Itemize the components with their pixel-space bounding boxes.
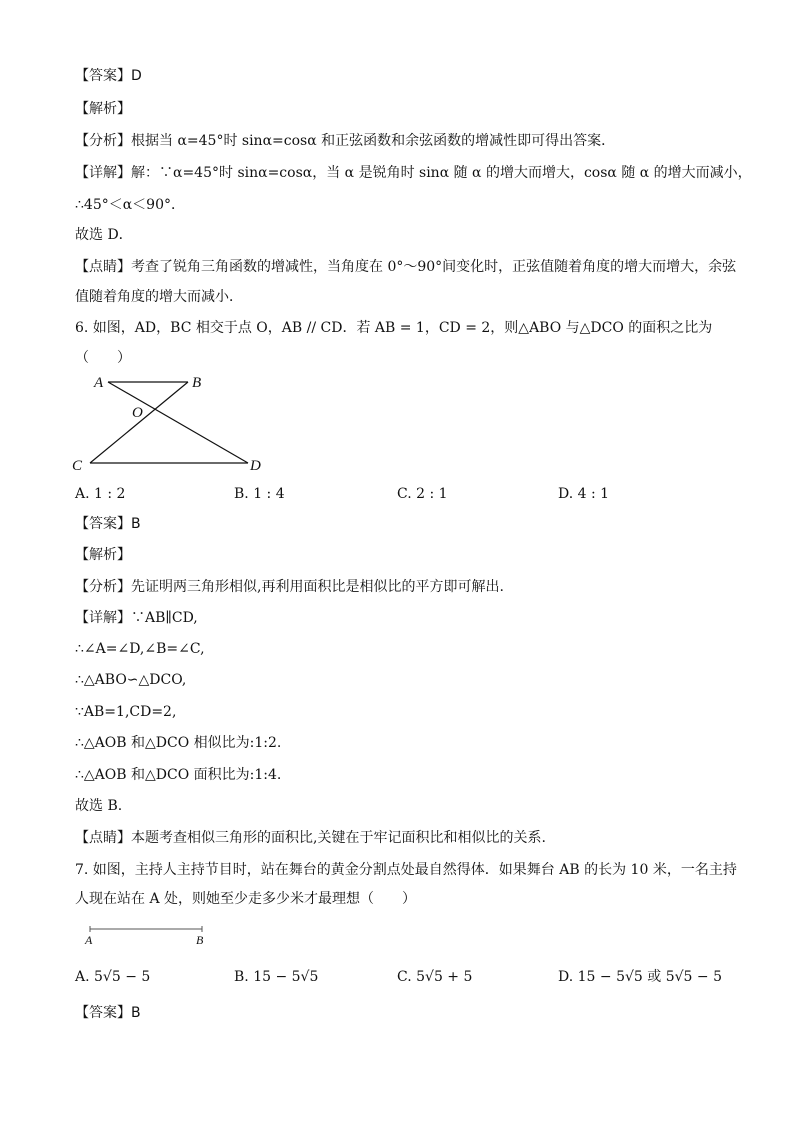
q5-choose: 故选 D． — [75, 227, 133, 243]
q7-option-c[interactable]: C. 5√5 + 5 — [397, 969, 473, 985]
q6-figure — [60, 368, 280, 478]
q5-answer: 【答案】D — [75, 68, 142, 84]
q7-option-a[interactable]: A. 5√5 − 5 — [75, 969, 151, 985]
segment-ad — [108, 382, 248, 463]
q5-analysis-label: 【解析】 — [75, 101, 131, 117]
q6-comment: 【点睛】本题考查相似三角形的面积比,关键在于牢记面积比和相似比的关系. — [75, 830, 546, 846]
label-d: D — [250, 458, 261, 474]
q6-option-b[interactable]: B. 1 : 4 — [234, 486, 285, 502]
q7-figure — [80, 920, 220, 948]
q7-stem-line1: 7. 如图，主持人主持节目时，站在舞台的黄金分割点处最自然得体．如果舞台 AB 的长为 10 米，一名主持 — [75, 862, 737, 878]
q7-option-d[interactable]: D. 15 − 5√5 或 5√5 − 5 — [558, 969, 722, 985]
q6-answer: 【答案】B — [75, 516, 141, 532]
q6-analysis-fenxi: 【分析】先证明两三角形相似,再利用面积比是相似比的平方即可解出. — [75, 579, 504, 595]
q6-step-3: ∴△ABO∽△DCO, — [75, 672, 187, 688]
label-o: O — [132, 405, 143, 421]
stage-label-b: B — [196, 933, 204, 947]
q5-detailed-solution: 【详解】解：∵α=45°时 sinα=cosα，当 α 是锐角时 sinα 随 α 的增大而增大，cosα 随 α 的增大而减小， — [75, 165, 752, 181]
q6-step-1: 【详解】∵AB∥CD, — [75, 610, 198, 626]
q7-answer: 【答案】B — [75, 1005, 141, 1021]
label-b: B — [192, 375, 202, 391]
q6-step-6: ∴△AOB 和△DCO 面积比为:1:4. — [75, 767, 282, 783]
q7-stem-line2: 人现在站在 A 处，则她至少走多少米才最理想（ ） — [75, 891, 417, 907]
label-c: C — [72, 458, 83, 474]
q5-comment-line1: 【点睛】考查了锐角三角函数的增减性，当角度在 0°～90°间变化时，正弦值随着角度的增大而增大，余弦 — [75, 259, 737, 275]
q5-comment-line2: 值随着角度的增大而减小． — [75, 289, 243, 305]
q5-analysis-fenxi: 【分析】根据当 α=45°时 sinα=cosα 和正弦函数和余弦函数的增减性即可得出答案． — [75, 133, 616, 149]
q6-analysis-label: 【解析】 — [75, 547, 131, 563]
q6-stem-line2: （ ） — [75, 350, 131, 366]
stage-label-a: A — [85, 933, 93, 947]
q6-option-d[interactable]: D. 4 : 1 — [558, 486, 610, 502]
q6-step-7: 故选 B. — [75, 798, 123, 814]
q6-step-4: ∵AB=1,CD=2, — [75, 704, 177, 720]
q6-step-5: ∴△AOB 和△DCO 相似比为:1:2. — [75, 735, 282, 751]
label-a: A — [94, 375, 104, 391]
q6-option-a[interactable]: A. 1 : 2 — [75, 486, 126, 502]
q6-stem-line1: 6. 如图，AD，BC 相交于点 O，AB // CD．若 AB = 1，CD = 2，则△ABO 与△DCO 的面积之比为 — [75, 320, 713, 336]
q6-option-c[interactable]: C. 2 : 1 — [397, 486, 448, 502]
q5-conclusion: ∴45°＜α＜90°． — [75, 197, 185, 213]
q6-step-2: ∴∠A=∠D,∠B=∠C, — [75, 641, 205, 657]
q7-option-b[interactable]: B. 15 − 5√5 — [234, 969, 319, 985]
segment-bc — [90, 382, 188, 463]
